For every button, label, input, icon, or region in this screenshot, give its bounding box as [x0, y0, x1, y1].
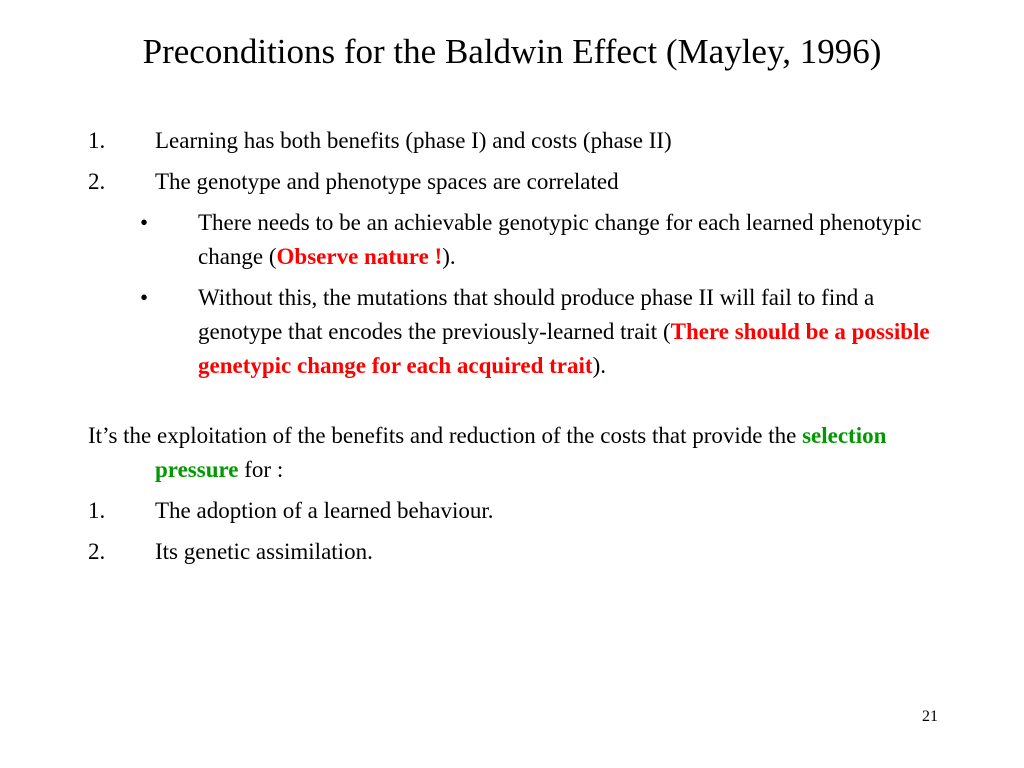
text-segment: for : [238, 457, 284, 482]
slide-content [88, 124, 948, 576]
list-number: 1. [88, 498, 106, 523]
list-item [88, 494, 948, 528]
bullet-icon: • [140, 210, 149, 235]
highlight-text: There should be a possible genetypic change for each acquired trait [198, 319, 930, 378]
bullet-icon: • [140, 285, 149, 310]
list-item [88, 165, 948, 199]
list-item [88, 535, 948, 569]
list-text: Learning has both benefits (phase I) and costs (phase II) [155, 128, 672, 153]
list-text: The adoption of a learned behaviour. [155, 498, 494, 523]
sub-list-item [140, 206, 948, 274]
list-number: 2. [88, 539, 106, 564]
text-segment: There needs to be an achievable genotypic change for each learned phenotypic change ( [198, 210, 922, 269]
highlight-text: Observe nature ! [276, 244, 443, 269]
list-text: Its genetic assimilation. [155, 539, 373, 564]
sub-list-item [140, 281, 948, 383]
list-item [88, 124, 948, 158]
list-text: The genotype and phenotype spaces are correlated [155, 169, 619, 194]
text-segment: It’s the exploitation of the benefits and reduction of the costs that provide the [88, 423, 803, 448]
text-segment: ). [442, 244, 456, 269]
sub-list-text [198, 281, 948, 383]
summary-paragraph [88, 419, 948, 487]
text-segment: ). [592, 353, 606, 378]
sub-list-text [198, 206, 948, 274]
text-segment: Without this, the mutations that should produce phase II will fail to find a genotype that encodes the previously-learned trait ( [198, 285, 875, 344]
list-number: 1. [88, 128, 106, 153]
list-number: 2. [88, 169, 106, 194]
highlight-text: selection pressure [155, 423, 887, 482]
page-number: 21 [922, 708, 938, 725]
slide-title: Preconditions for the Baldwin Effect (Mayley, 1996) [142, 32, 882, 71]
